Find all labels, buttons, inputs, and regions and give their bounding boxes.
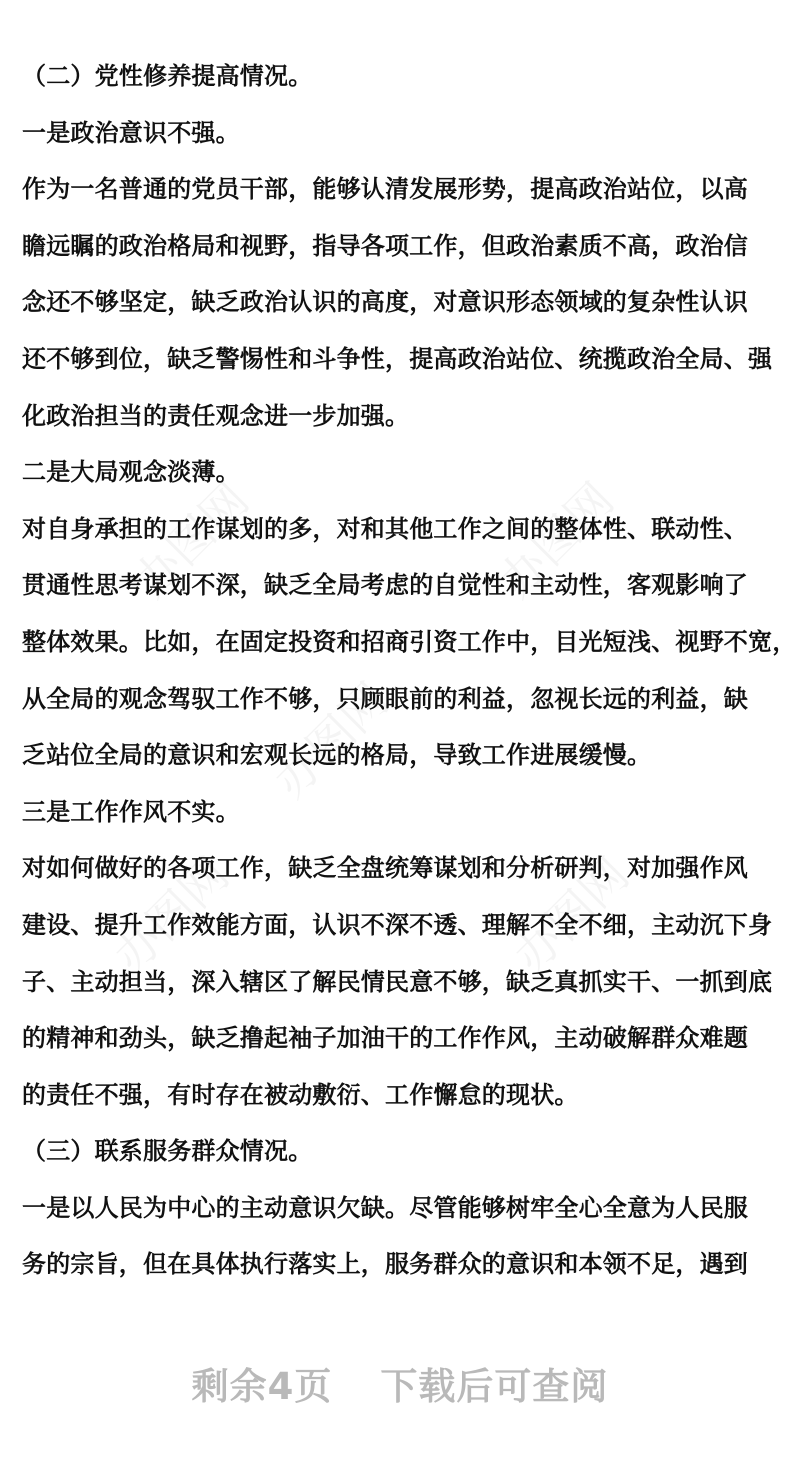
watermark: 办图网 bbox=[123, 472, 260, 609]
paragraph-line: 对如何做好的各项工作，缺乏全盘统筹谋划和分析研判，对加强作风 bbox=[22, 854, 748, 883]
paragraph-line: 对自身承担的工作谋划的多，对和其他工作之间的整体性、联动性、 bbox=[22, 514, 748, 543]
subsection-heading: 三是工作作风不实。 bbox=[22, 797, 240, 826]
download-prompt[interactable] bbox=[0, 1356, 800, 1410]
document-body bbox=[22, 48, 797, 1293]
watermark: 办图网 bbox=[103, 847, 240, 984]
watermark: 办图网 bbox=[263, 672, 400, 809]
paragraph-line: 的责任不强，有时存在被动敷衍、工作懈怠的现状。 bbox=[22, 1080, 579, 1109]
paragraph-line: 建设、提升工作效能方面，认识不深不透、理解不全不细，主动沉下身 bbox=[22, 910, 773, 939]
watermark: 办图网 bbox=[503, 847, 640, 984]
paragraph-line: 念还不够坚定，缺乏政治认识的高度，对意识形态领域的复杂性认识 bbox=[22, 288, 748, 317]
paragraph-line: 贯通性思考谋划不深，缺乏全局考虑的自觉性和主动性，客观影响了 bbox=[22, 571, 748, 600]
section-heading: （三）联系服务群众情况。 bbox=[22, 1137, 313, 1166]
section-heading: （二）党性修养提高情况。 bbox=[22, 62, 313, 90]
paragraph-line: 一是以人民为中心的主动意识欠缺。尽管能够树牢全心全意为人民服 bbox=[22, 1193, 748, 1222]
download-label[interactable]: 下载后可查阅 bbox=[380, 1365, 609, 1408]
paragraph-line: 还不够到位，缺乏警惕性和斗争性，提高政治站位、统揽政治全局、强 bbox=[22, 344, 773, 373]
subsection-heading: 一是政治意识不强。 bbox=[22, 118, 240, 147]
paragraph-line: 整体效果。比如，在固定投资和招商引资工作中，目光短浅、视野不宽， bbox=[22, 627, 797, 656]
paragraph-line: 子、主动担当，深入辖区了解民情民意不够，缺乏真抓实干、一抓到底 bbox=[22, 967, 773, 996]
watermark: 办图网 bbox=[488, 472, 625, 609]
paragraph-line: 化政治担当的责任观念进一步加强。 bbox=[22, 401, 410, 430]
paragraph-line: 乏站位全局的意识和宏观长远的格局，导致工作进展缓慢。 bbox=[22, 741, 652, 770]
paragraph-line: 务的宗旨，但在具体执行落实上，服务群众的意识和本领不足，遇到 bbox=[22, 1250, 748, 1279]
paragraph-line: 作为一名普通的党员干部，能够认清发展形势，提高政治站位，以高 bbox=[22, 175, 748, 204]
remaining-pages-label: 剩余4页 bbox=[191, 1365, 333, 1408]
subsection-heading: 二是大局观念淡薄。 bbox=[22, 458, 240, 487]
paragraph-line: 从全局的观念驾驭工作不够，只顾眼前的利益，忽视长远的利益，缺 bbox=[22, 684, 748, 713]
paragraph-line: 瞻远瞩的政治格局和视野，指导各项工作，但政治素质不高，政治信 bbox=[22, 231, 748, 260]
paragraph-line: 的精神和劲头，缺乏撸起袖子加油干的工作作风，主动破解群众难题 bbox=[22, 1024, 748, 1053]
